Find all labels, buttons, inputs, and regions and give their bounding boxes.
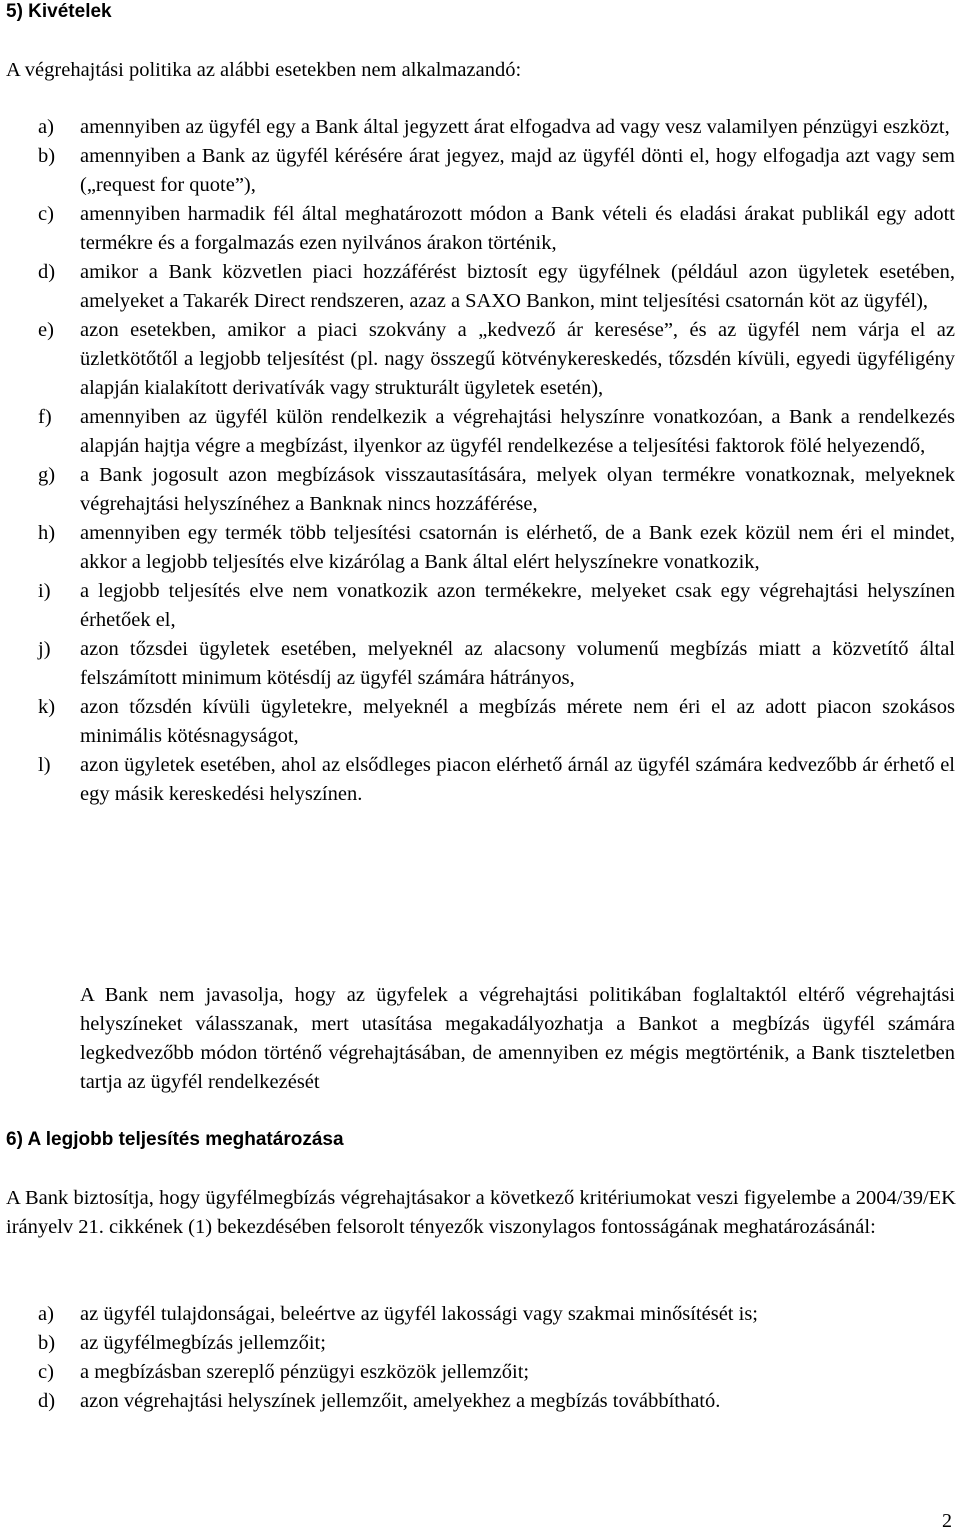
list-item-marker: f) [38, 406, 52, 428]
list-item-marker: h) [38, 522, 56, 544]
list-item-text: amennyiben a Bank az ügyfél kérésére árat jegyez, majd az ügyfél dönti el, hogy elfogadja azt vagy sem („request for quote”), [80, 145, 955, 196]
list-item-marker: c) [38, 203, 54, 225]
list-item [0, 1387, 955, 1416]
list-item [0, 635, 955, 693]
list-item [0, 577, 955, 635]
section-6-list [0, 1300, 960, 1416]
list-item [0, 1358, 955, 1387]
list-item-text: azon ügyletek esetében, ahol az elsődleges piacon elérhető árnál az ügyfél számára kedvezőbb ár érhető el egy másik kereskedési helyszínen. [80, 754, 955, 805]
section-6-intro: A Bank biztosítja, hogy ügyfélmegbízás végrehajtásakor a következő kritériumokat veszi figyelembe a 2004/39/EK irányelv 21. cikkének (1) bekezdésében felsorolt tényezők viszonylagos fontosságának meghatározásánál: [6, 1187, 956, 1238]
list-item [0, 1300, 955, 1329]
list-item-text: a legjobb teljesítés elve nem vonatkozik azon termékekre, melyeket csak egy végrehajtási helyszínen érhetőek el, [80, 580, 955, 631]
list-item [0, 142, 955, 200]
list-item-marker: g) [38, 464, 56, 486]
section-5-heading: 5) Kivételek [6, 1, 112, 22]
list-item-text: amennyiben az ügyfél külön rendelkezik a végrehajtási helyszínre vonatkozóan, a Bank a rendelkezés alapján hajtja végre a megbízást, ilyenkor az ügyfél rendelkezése a teljesítési faktorok fölé helyezendő, [80, 406, 955, 457]
list-item-text: amikor a Bank közvetlen piaci hozzáférést biztosít egy ügyfélnek (például azon ügyletek esetében, amelyeket a Takarék Direct rendszeren, azaz a SAXO Bankon, mint teljesítési csatornán köt az ügyfél), [80, 261, 955, 312]
list-item-text: amennyiben egy termék több teljesítési csatornán is elérhető, de a Bank ezek közül nem éri el mindet, akkor a legjobb teljesítés elve kizárólag a Bank által elért helyszínekre vonatkozik, [80, 522, 955, 573]
list-item-marker: d) [38, 261, 56, 283]
list-item-marker: c) [38, 1361, 54, 1383]
list-item [0, 1329, 955, 1358]
list-item-text: az ügyfélmegbízás jellemzőit; [80, 1332, 326, 1354]
list-item-marker: a) [38, 116, 54, 138]
list-item [0, 258, 955, 316]
list-item-marker: b) [38, 1332, 56, 1354]
list-item-text: azon végrehajtási helyszínek jellemzőit, amelyekhez a megbízás továbbítható. [80, 1390, 721, 1412]
list-item [0, 200, 955, 258]
list-item-marker: l) [38, 754, 51, 776]
list-item [0, 461, 955, 519]
list-item-text: azon esetekben, amikor a piaci szokvány a „kedvező ár keresése”, és az ügyfél nem várja el az üzletkötőtől a legjobb teljesítést (pl. nagy összegű kötvénykereskedés, tőzsdén kívüli, egyedi ügyféligény alapján kialakított derivatívák vagy strukturált ügyletek esetén), [80, 319, 955, 399]
section-5-intro: A végrehajtási politika az alábbi esetekben nem alkalmazandó: [6, 59, 522, 81]
list-item-text: azon tőzsdén kívüli ügyletekre, melyeknél a megbízás mérete nem éri el az adott piacon szokásos minimális kötésnagyságot, [80, 696, 955, 747]
list-item-marker: j) [38, 638, 51, 660]
list-item [0, 751, 955, 809]
page-number: 2 [942, 1510, 952, 1532]
list-item [0, 693, 955, 751]
list-item-text: a Bank jogosult azon megbízások visszautasítására, melyek olyan termékre vonatkoznak, melyeknek végrehajtási helyszínéhez a Banknak nincs hozzáférése, [80, 464, 955, 515]
list-item-marker: e) [38, 319, 54, 341]
section-5-closing: A Bank nem javasolja, hogy az ügyfelek a végrehajtási politikában foglaltaktól eltérő végrehajtási helyszíneket válasszanak, mert utasítása megakadályozhatja a Bankot a megbízás ügyfél számára legkedvezőbb módon történő végrehajtásában, de amennyiben ez mégis megtörténik, a Bank tiszteletben tartja az ügyfél rendelkezését [80, 984, 955, 1093]
list-item [0, 113, 955, 142]
list-item [0, 403, 955, 461]
list-item [0, 519, 955, 577]
list-item-marker: i) [38, 580, 51, 602]
list-item-marker: b) [38, 145, 56, 167]
list-item-text: amennyiben harmadik fél által meghatározott módon a Bank vételi és eladási árakat publikál egy adott termékre és a forgalmazás ezen nyilvános árakon történik, [80, 203, 955, 254]
list-item-text: azon tőzsdei ügyletek esetében, melyeknél az alacsony volumenű megbízás miatt a közvetítő által felszámított minimum kötésdíj az ügyfél számára hátrányos, [80, 638, 955, 689]
list-item-marker: d) [38, 1390, 56, 1412]
list-item-text: az ügyfél tulajdonságai, beleértve az ügyfél lakossági vagy szakmai minősítését is; [80, 1303, 758, 1325]
section-5-list [0, 113, 960, 809]
list-item-marker: a) [38, 1303, 54, 1325]
list-item [0, 316, 955, 403]
list-item-text: a megbízásban szereplő pénzügyi eszközök jellemzőit; [80, 1361, 530, 1383]
list-item-marker: k) [38, 696, 56, 718]
section-6-heading: 6) A legjobb teljesítés meghatározása [6, 1129, 344, 1150]
list-item-text: amennyiben az ügyfél egy a Bank által jegyzett árat elfogadva ad vagy vesz valamilyen pénzügyi eszközt, [80, 116, 950, 138]
